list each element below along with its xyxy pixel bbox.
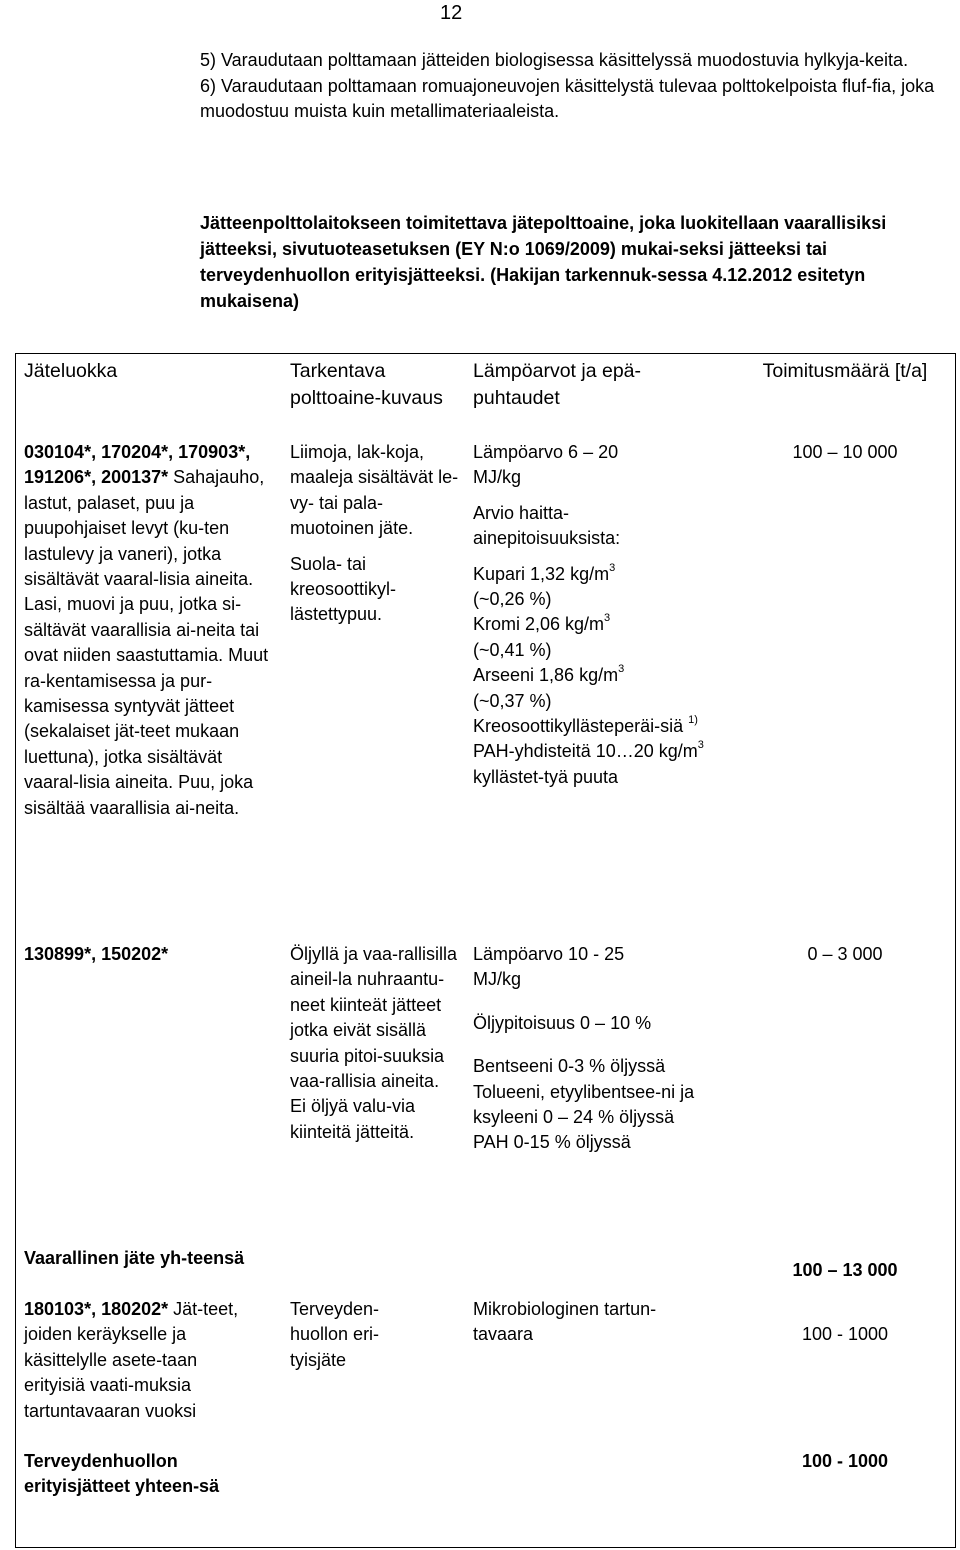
- row1-waste-class: [24, 440, 274, 821]
- row1-copper: Kupari 1,32 $kg/m^3$: [473, 561, 616, 584]
- row5-amount: 100 - 1000: [801, 1451, 889, 1471]
- row2-pah: PAH 0-15 % öljyssä: [473, 1132, 631, 1153]
- row1-copper-pct: (~0,26 %): [473, 589, 552, 610]
- row2-amount: 0 – 3 000: [807, 944, 883, 964]
- row1-description: [290, 440, 460, 628]
- row1-creosote: Kreosoottikyllästeperäi-siä $^{1)}$ PAH-yhdisteitä 10…20 $kg/m^3$ kyllästet-tyä puuta: [473, 714, 704, 787]
- row2-benzene: Bentseeni 0-3 % öljyssä: [473, 1056, 666, 1077]
- row1-heat-values: [473, 440, 723, 790]
- row1-heat-value: Lämpöarvo 6 – 20 MJ/kg: [473, 442, 619, 488]
- row1-chromium: Kromi 2,06 $kg/m^3$: [473, 612, 611, 635]
- row2-toluene: Tolueeni, etyylibentsee-ni ja ksyleeni 0 – 24 % öljyssä: [473, 1081, 695, 1128]
- page-number: 12: [440, 2, 463, 24]
- row1-desc-1: Liimoja, lak-koja, maaleja sisältävät le-vy- tai pala-muotoinen jäte.: [290, 442, 459, 539]
- intro-item-5: 5) Varaudutaan polttamaan jätteiden biologisessa käsittelyssä muodostuvia hylkyja-keita.: [200, 50, 909, 70]
- row1-estimate: Arvio haitta-ainepitoisuuksista:: [473, 502, 621, 549]
- section-heading: Jätteenpolttolaitokseen toimitettava jätepolttoaine, joka luokitellaan vaarallisiksi jätteeksi, sivutuoteasetuksen (EY N:o 1069/2009) mukai-seksi jätteeksi tai terveydenhuollon erityisjätteeksi. (Hakijan tarkennuk-sessa 4.12.2012 esitetyn mukaisena): [200, 213, 887, 311]
- row4-waste-text: Jät-teet, joiden keräykselle ja käsittelylle asete-taan erityisiä vaati-muksia tartuntavaaran vuoksi: [24, 1299, 239, 1421]
- header-fuel-description: Tarkentava polttoaine-kuvaus: [290, 360, 443, 409]
- header-heat-values: Lämpöarvot ja epä-puhtaudet: [473, 360, 642, 409]
- row2-heat-value: Lämpöarvo 10 - 25 MJ/kg: [473, 944, 625, 990]
- row2-codes: 130899*, 150202*: [24, 944, 169, 964]
- row1-arsenic-pct: (~0,37 %): [473, 690, 552, 711]
- row2-description: Öljyllä ja vaa-rallisilla aineil-la nuhraantu-neet kiinteät jätteet jotka eivät sisällä suuria pitoi-suuksia vaa-rallisia aineita. Ei öljyä valu-via kiinteitä jätteitä.: [290, 944, 458, 1142]
- row1-amount: 100 – 10 000: [792, 442, 898, 462]
- intro-paragraphs: [200, 48, 945, 125]
- waste-fuel-table: [15, 353, 956, 1548]
- row4-waste-class: [24, 1297, 254, 1424]
- row2-heat-values: [473, 942, 723, 1156]
- intro-item-6: 6) Varaudutaan polttamaan romuajoneuvojen käsittelystä tulevaa polttokelpoista fluf-fia, joka muodostuu muista kuin metallimateriaaleista.: [200, 75, 935, 121]
- row1-waste-text: Sahajauho, lastut, palaset, puu ja puupohjaiset levyt (ku-ten lastulevy ja vaneri), jotka sisältävät vaaral-lisia aineita. Lasi, muovi ja puu, jotka si-sältävät vaarallisia ai-neita tai ovat niiden saastuttamia. Muut ra-kentamisessa ja pur-kamisessa syntyvät jätteet (sekalaiset jät-teet mukaan luettuna), jotka sisältävät vaaral-lisia aineita. Puu, joka sisältää vaarallisia ai-neita.: [24, 467, 269, 818]
- row1-codes: 030104*, 170204*, 170903*, 191206*, 200137*: [24, 442, 251, 488]
- row1-arsenic: Arseeni 1,86 $kg/m^3$: [473, 663, 625, 686]
- row4-amount: 100 - 1000: [801, 1324, 889, 1344]
- row4-codes: 180103*, 180202*: [24, 1299, 169, 1319]
- header-delivery-amount: Toimitusmäärä [t/a]: [762, 360, 928, 382]
- row1-chromium-pct: (~0,41 %): [473, 639, 552, 660]
- row4-description: Terveyden-huollon eri-tyisjäte: [290, 1299, 380, 1370]
- row4-note: Mikrobiologinen tartun-tavaara: [473, 1299, 657, 1345]
- row3-amount: 100 – 13 000: [792, 1260, 898, 1280]
- row3-label: Vaarallinen jäte yh-teensä: [24, 1248, 245, 1268]
- row1-desc-2: Suola- tai kreosoottikyl-lästettypuu.: [290, 553, 397, 625]
- row2-oil: Öljypitoisuus 0 – 10 %: [473, 1012, 652, 1033]
- header-waste-class: Jäteluokka: [24, 360, 118, 382]
- row5-label: Terveydenhuollon erityisjätteet yhteen-sä: [24, 1451, 220, 1497]
